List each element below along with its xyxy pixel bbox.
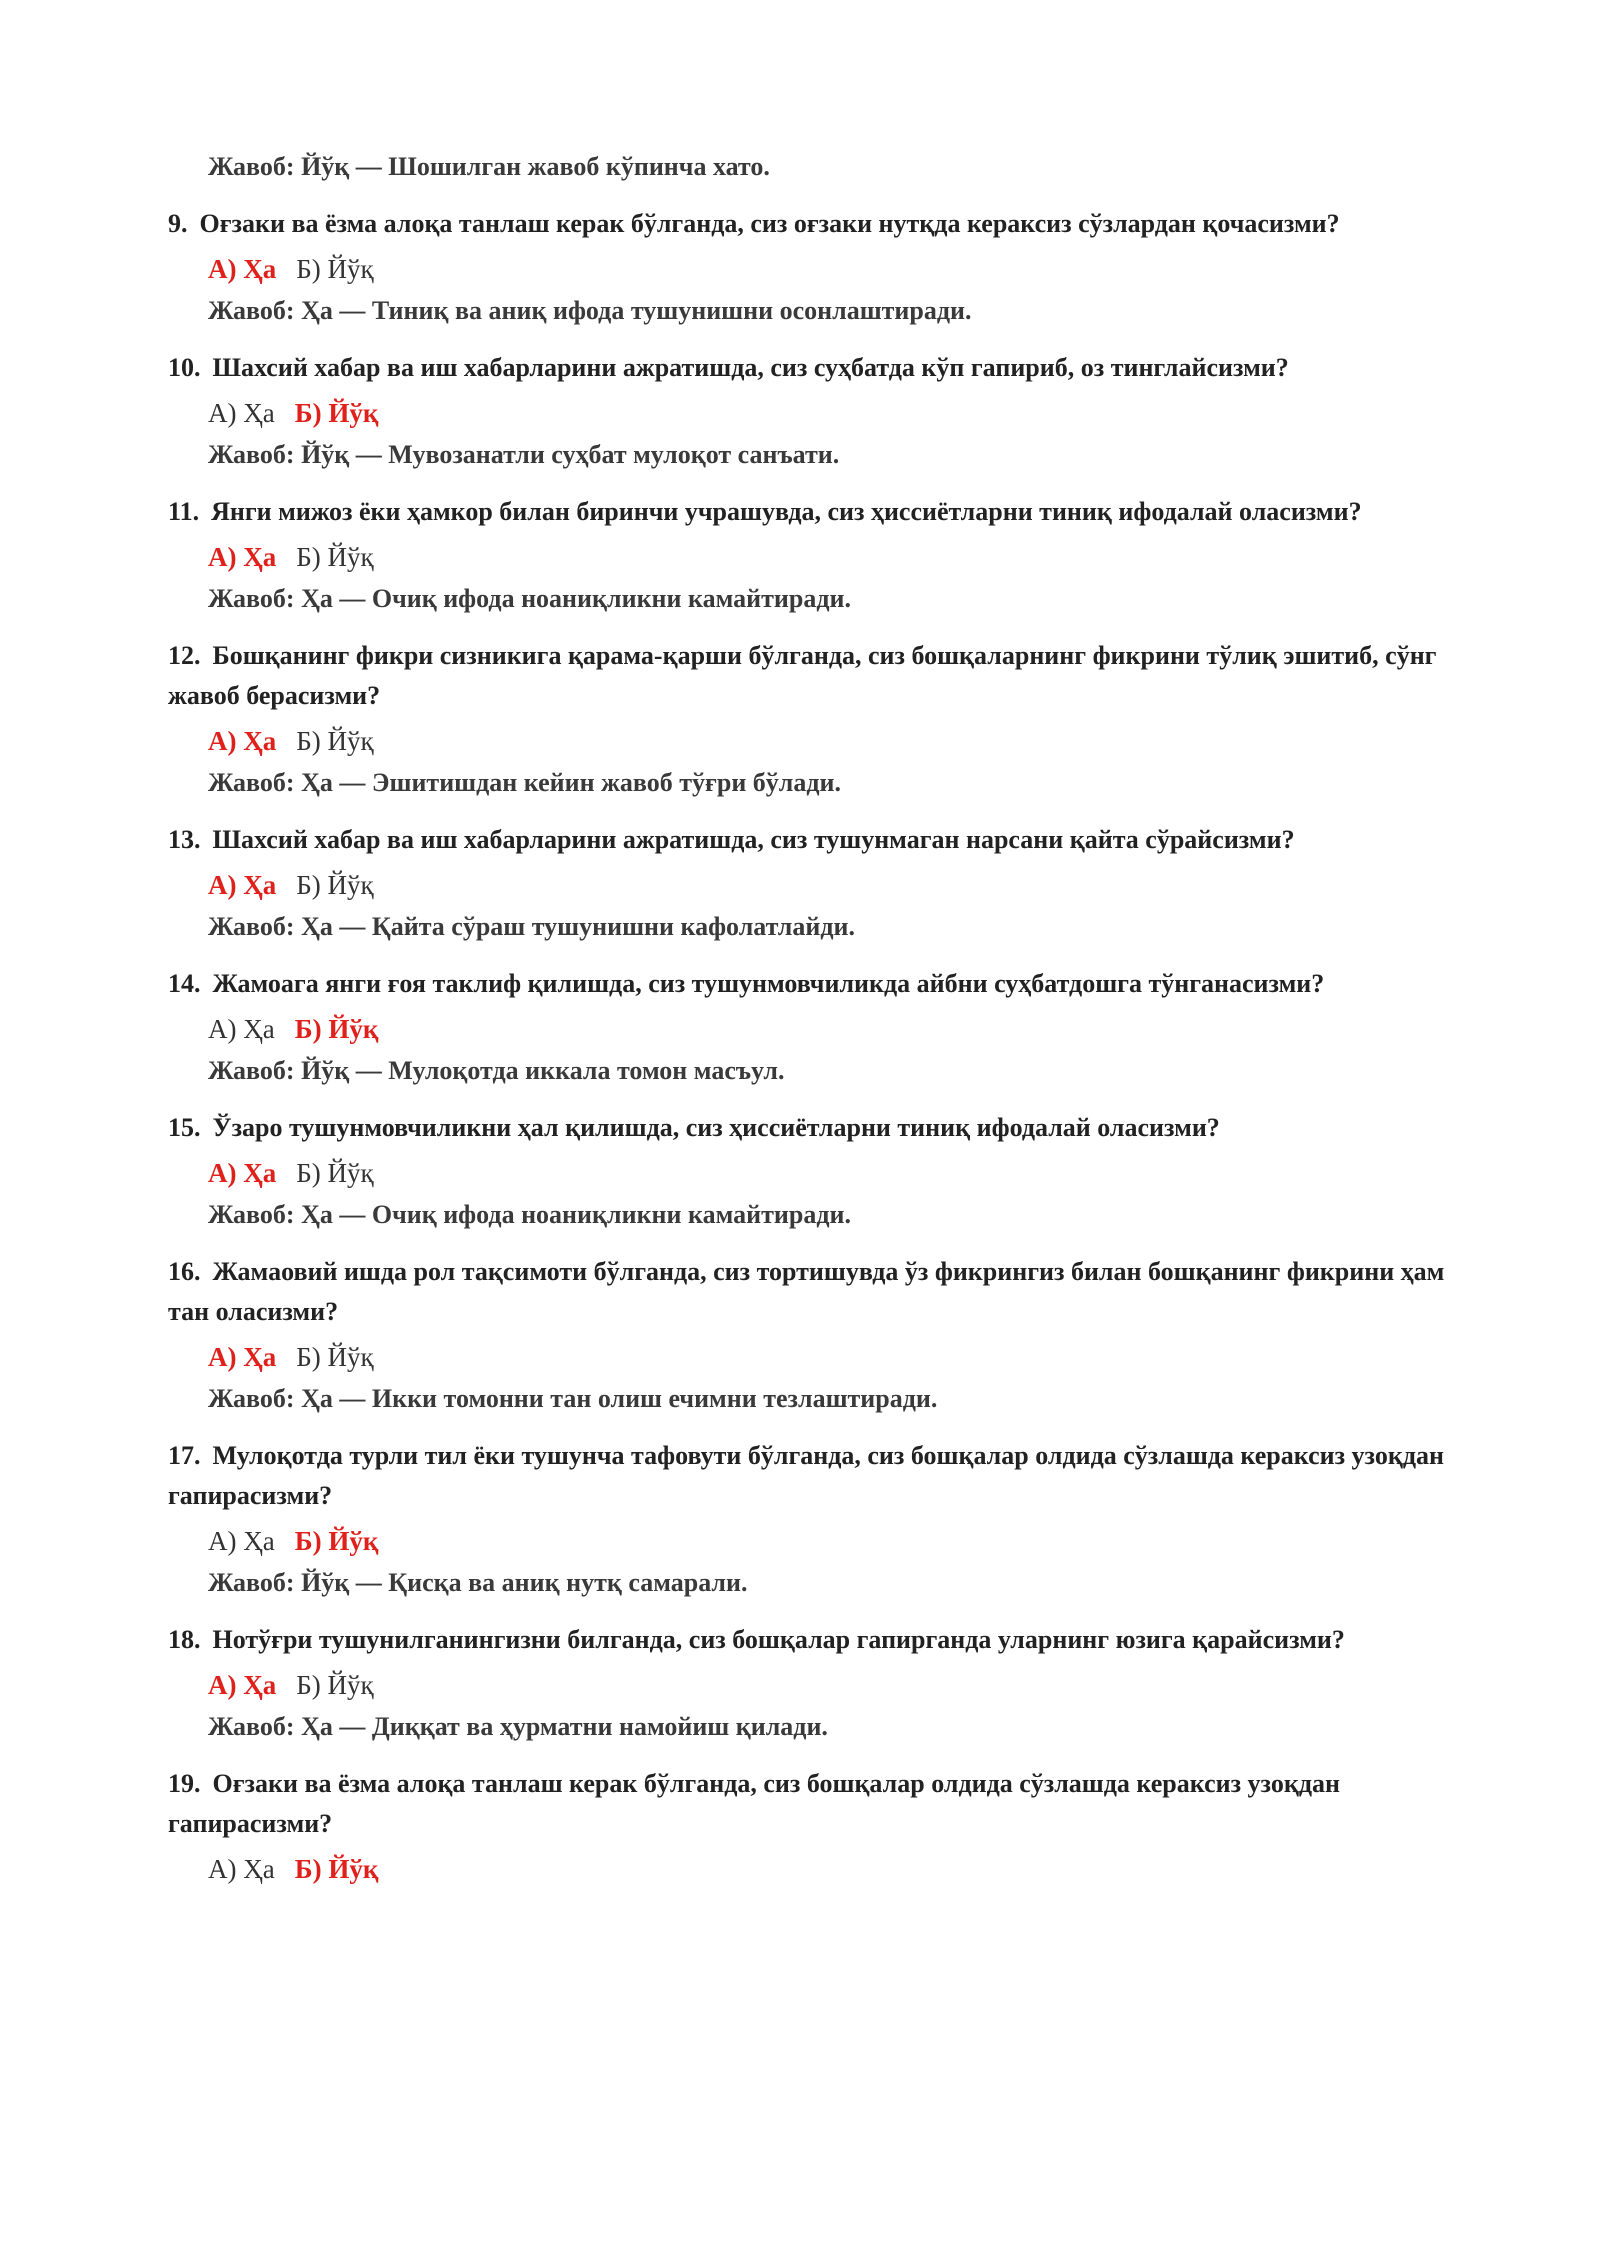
options-row: [208, 1152, 1448, 1194]
answer-line: Жавоб: Йўқ — Мувозанатли суҳбат мулоқот санъати.: [208, 440, 840, 469]
options-row: [208, 1664, 1448, 1706]
option-a: А) Ҳа: [208, 1854, 275, 1884]
option-b: Б) Йўқ: [296, 1342, 374, 1372]
question-block: [168, 204, 1448, 328]
question-text: [168, 820, 1448, 860]
options-row: [208, 1848, 1448, 1890]
question-text: [168, 1764, 1448, 1844]
options-row: [208, 248, 1448, 290]
options-row: [208, 392, 1448, 434]
answer-line: Жавоб: Ҳа — Тиниқ ва аниқ ифода тушунишни осонлаштиради.: [208, 296, 972, 325]
answer-line: Жавоб: Ҳа — Очиқ ифода ноаниқликни камайтиради.: [208, 584, 851, 613]
question-text: [168, 1252, 1448, 1332]
question-label: Оғзаки ва ёзма алоқа танлаш керак бўлганда, сиз оғзаки нутқда кераксиз сўзлардан қочасизми?: [199, 209, 1340, 238]
question-number: 11.: [168, 497, 200, 526]
question-number: 17.: [168, 1441, 201, 1470]
question-number: 15.: [168, 1113, 201, 1142]
answer-line: Жавоб: Ҳа — Диққат ва ҳурматни намойиш қилади.: [208, 1712, 828, 1741]
question-number: 14.: [168, 969, 201, 998]
question-number: 19.: [168, 1769, 201, 1798]
question-number: 18.: [168, 1625, 201, 1654]
option-a: А) Ҳа: [208, 1342, 277, 1372]
option-a: А) Ҳа: [208, 254, 277, 284]
question-block: [168, 1620, 1448, 1744]
answer-line: Жавоб: Йўқ — Шошилган жавоб кўпинча хато.: [208, 152, 770, 181]
option-b: Б) Йўқ: [294, 1526, 379, 1556]
options-row: [208, 720, 1448, 762]
question-label: Оғзаки ва ёзма алоқа танлаш керак бўлганда, сиз бошқалар олдида сўзлашда кераксиз узоқдан гапирасизми?: [168, 1769, 1340, 1838]
options-row: [208, 536, 1448, 578]
options-row: [208, 1336, 1448, 1378]
options-row: [208, 1008, 1448, 1050]
question-number: 9.: [168, 209, 188, 238]
option-b: Б) Йўқ: [294, 398, 379, 428]
question-label: Ўзаро тушунмовчиликни ҳал қилишда, сиз ҳиссиётларни тиниқ ифодалай оласизми?: [212, 1113, 1220, 1142]
answer-line: Жавоб: Ҳа — Қайта сўраш тушунишни кафолатлайди.: [208, 912, 855, 941]
question-block: [168, 492, 1448, 616]
answer-line: Жавоб: Ҳа — Эшитишдан кейин жавоб тўғри бўлади.: [208, 768, 842, 797]
question-number: 10.: [168, 353, 201, 382]
options-row: [208, 864, 1448, 906]
question-label: Шахсий хабар ва иш хабарларини ажратишда, сиз тушунмаган нарсани қайта сўрайсизми?: [212, 825, 1295, 854]
question-label: Шахсий хабар ва иш хабарларини ажратишда, сиз суҳбатда кўп гапириб, оз тинглайсизми?: [212, 353, 1289, 382]
question-label: Жамаовий ишда рол тақсимоти бўлганда, сиз тортишувда ўз фикрингиз билан бошқанинг фикрини ҳам тан оласизми?: [168, 1257, 1445, 1326]
option-b: Б) Йўқ: [296, 542, 374, 572]
answer-line: Жавоб: Ҳа — Очиқ ифода ноаниқликни камайтиради.: [208, 1200, 851, 1229]
option-a: А) Ҳа: [208, 1014, 275, 1044]
option-a: А) Ҳа: [208, 1670, 277, 1700]
option-a: А) Ҳа: [208, 726, 277, 756]
question-number: 12.: [168, 641, 201, 670]
option-b: Б) Йўқ: [294, 1854, 379, 1884]
option-a: А) Ҳа: [208, 1526, 275, 1556]
answer-line: Жавоб: Ҳа — Икки томонни тан олиш ечимни тезлаштиради.: [208, 1384, 938, 1413]
question-number: 13.: [168, 825, 201, 854]
question-label: Бошқанинг фикри сизникига қарама-қарши бўлганда, сиз бошқаларнинг фикрини тўлиқ эшитиб, сўнг жавоб берасизми?: [168, 641, 1437, 710]
question-text: [168, 1108, 1448, 1148]
question-number: 16.: [168, 1257, 201, 1286]
question-text: [168, 204, 1448, 244]
answer-line: Жавоб: Йўқ — Қисқа ва аниқ нутқ самарали.: [208, 1568, 748, 1597]
options-row: [208, 1520, 1448, 1562]
option-a: А) Ҳа: [208, 398, 275, 428]
question-text: [168, 636, 1448, 716]
question-block: [168, 1764, 1448, 1890]
option-b: Б) Йўқ: [296, 1158, 374, 1188]
option-b: Б) Йўқ: [294, 1014, 379, 1044]
question-text: [168, 964, 1448, 1004]
question-label: Жамоага янги ғоя таклиф қилишда, сиз тушунмовчиликда айбни суҳбатдошга тўнганасизми?: [212, 969, 1325, 998]
quiz-content: [168, 150, 1448, 1890]
question-text: [168, 1436, 1448, 1516]
question-block: [168, 636, 1448, 800]
option-b: Б) Йўқ: [296, 254, 374, 284]
answer-line: Жавоб: Йўқ — Мулоқотда иккала томон масъул.: [208, 1056, 785, 1085]
option-b: Б) Йўқ: [296, 726, 374, 756]
question-block: [168, 1108, 1448, 1232]
option-a: А) Ҳа: [208, 870, 277, 900]
option-b: Б) Йўқ: [296, 1670, 374, 1700]
question-label: Нотўғри тушунилганингизни билганда, сиз бошқалар гапирганда уларнинг юзига қарайсизми?: [212, 1625, 1345, 1654]
option-b: Б) Йўқ: [296, 870, 374, 900]
question-block: [168, 1252, 1448, 1416]
option-a: А) Ҳа: [208, 542, 277, 572]
question-text: [168, 492, 1448, 532]
question-list: [168, 204, 1448, 1890]
question-label: Янги мижоз ёки ҳамкор билан биринчи учрашувда, сиз ҳиссиётларни тиниқ ифодалай оласизми?: [211, 497, 1362, 526]
question-block: [168, 964, 1448, 1088]
question-block: [168, 820, 1448, 944]
question-text: [168, 1620, 1448, 1660]
question-text: [168, 348, 1448, 388]
question-block: [168, 348, 1448, 472]
question-label: Мулоқотда турли тил ёки тушунча тафовути бўлганда, сиз бошқалар олдида сўзлашда кераксиз узоқдан гапирасизми?: [168, 1441, 1444, 1510]
question-block: [168, 1436, 1448, 1600]
option-a: А) Ҳа: [208, 1158, 277, 1188]
